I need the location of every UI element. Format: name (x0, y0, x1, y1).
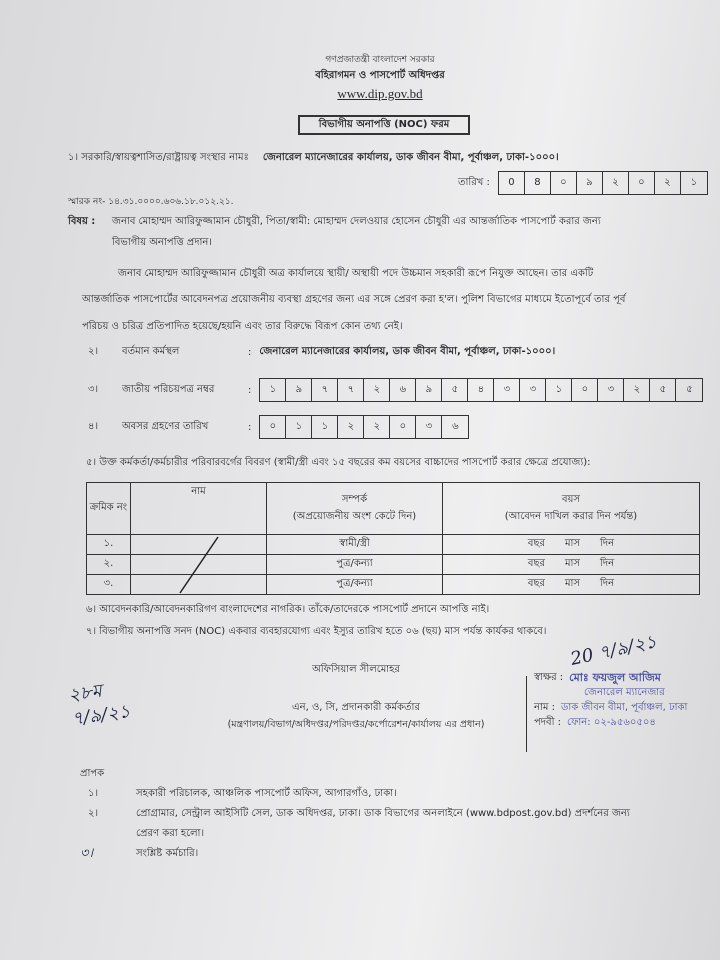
digit-box: ৩ (494, 379, 520, 401)
digit-box: ০ (260, 416, 286, 438)
handwritten-block (67, 676, 132, 732)
digit-box: ২ (364, 416, 390, 438)
digit-box: ০ (629, 172, 655, 194)
day: দিন (600, 558, 615, 569)
relation-title: সম্পর্ক (341, 493, 368, 505)
digit-box: ৫ (650, 379, 676, 401)
recipient-num: ২। (88, 808, 99, 819)
handwritten-date-right: 20 ৭/৯/২১ (568, 631, 659, 670)
recipient-1: সহকারী পরিচালক, আঞ্চলিক পাসপোর্ট অফিস, আগারগাঁও, ঢাকা। (136, 788, 397, 799)
signature-block (534, 670, 687, 730)
relation-sub: (অপ্রয়োজনীয় অংশ কেটে দিন) (292, 510, 417, 522)
header-name: নাম (131, 483, 267, 535)
digit-box: ০ (551, 172, 577, 194)
digit-box: ০ (390, 416, 416, 438)
digit-box: ২ (364, 379, 390, 401)
digit-box: 0 (499, 172, 525, 194)
day: দিন (600, 578, 615, 589)
month: মাস (564, 538, 581, 549)
designation-row (534, 715, 687, 730)
day: দিন (600, 538, 615, 549)
date-row (458, 171, 708, 195)
subject-line2: বিভাগীয় অনাপত্তি প্রদান। (112, 237, 212, 248)
item3-num: ৩। (88, 383, 99, 395)
workplace-value: জেনারেল ম্যানেজারের কার্যালয়, ডাক জীবন বীমা, পূর্বাঞ্চল, ঢাকা-১০০০। (259, 346, 556, 357)
item3-row (88, 378, 703, 402)
date-boxes (498, 171, 708, 195)
note7: ৭। বিভাগীয় অনাপত্তি সনদ (NOC) একবার ব্যবহারযোগ্য এবং ইস্যুর তারিখ হতে ০৬ (ছয়) মাস পর্যন্ত কার্যকর থাকবে। (86, 626, 547, 637)
officer-label: এন, ও, সি, প্রদানকারী কর্মকর্তার (292, 702, 420, 713)
digit-box: 8 (525, 172, 551, 194)
header-relation (267, 483, 443, 535)
name-row (534, 700, 687, 715)
header-age (443, 483, 700, 535)
relation: পুত্র/কন্যা (267, 575, 443, 595)
name-label: নাম : (534, 702, 555, 713)
age (443, 535, 700, 555)
relation: স্বামী/স্ত্রী (267, 535, 443, 555)
website-link[interactable]: www.dip.gov.bd (337, 86, 423, 101)
recipient-2-cont: প্রেরণ করা হলো। (136, 828, 205, 839)
recipient-row (80, 824, 630, 844)
divider (526, 676, 527, 752)
body-line3: পরিচয় ও চরিত্র প্রতিপাদিত হয়েছে/হয়নি এবং তার বিরুদ্ধে বিরূপ কোন তথ্য নেই। (82, 321, 403, 332)
digit-box: ২ (655, 172, 681, 194)
month: মাস (564, 558, 581, 569)
recipient-num: ১। (88, 788, 99, 799)
org-row (68, 150, 559, 167)
sign-row (534, 670, 687, 685)
digit-box: ২ (338, 416, 364, 438)
seal-label: অফিসিয়াল সীলমোহর (312, 664, 400, 675)
digit-box: ৪ (468, 379, 494, 401)
digit-box: ৯ (286, 379, 312, 401)
age-title: বয়স (561, 493, 581, 505)
strike-line (170, 535, 230, 595)
digit-box: ৫ (686, 384, 693, 395)
relation: পুত্র/কন্যা (267, 555, 443, 575)
item2-num: ২। (88, 346, 99, 357)
gov-name: গণপ্রজাতন্ত্রী বাংলাদেশ সরকার (325, 55, 435, 65)
recipient-3: সংশ্লিষ্ট কর্মচারি। (136, 848, 199, 859)
colon: : (248, 384, 252, 396)
item5-family: ৫। উক্ত কর্মকর্তা/কর্মচারীর পরিবারবর্গের বিবরণ (স্বামী/স্ত্রী এবং ১৫ বছরের কম বয়সের বাচ্চাদের পাসপোর্ট করার ক্ষেত্রে প্রযোজ্য): (86, 457, 591, 468)
item4-num: ৪। (88, 420, 99, 432)
note6: ৬। আবেদনকারি/আবেদনকারিগণ বাংলাদেশের নাগরিক। তাঁকে/তাদেরকে পাসপোর্ট প্রদানে আপত্তি নাই। (86, 604, 490, 615)
stamp-office: ডাক জীবন বীমা, পূর্বাঞ্চল, ঢাকা (560, 702, 688, 713)
digit-box: ৯ (416, 379, 442, 401)
item4-label: অবসর গ্রহণের তারিখ (122, 420, 209, 432)
recipient-num: ৩। (80, 846, 94, 861)
nid-boxes (259, 378, 703, 402)
digit-box: ০ (572, 379, 598, 401)
sign-label: স্বাক্ষর : (534, 672, 564, 683)
item4-row (88, 415, 469, 439)
stamp-title: জেনারেল ম্যানেজার (584, 687, 665, 698)
memo-number: স্মারক নং- ১৪.৩১.০০০০.৬০৬.১৮.০১২.২১. (68, 197, 234, 207)
digit-box: ৭ (312, 379, 338, 401)
colon: : (248, 347, 252, 358)
year: বছর (527, 578, 545, 589)
stamp-name: মোঃ ফয়জুল আজিম (569, 671, 661, 684)
serial: ৩. (87, 575, 131, 595)
dept-name: বহিরাগমন ও পাসপোর্ট অধিদপ্তর (315, 70, 445, 81)
date-label: তারিখ : (458, 176, 490, 188)
age-sub: (আবেদন দাখিল করার দিন পর্যন্ত) (504, 510, 638, 522)
item2-row (88, 344, 555, 361)
stamp-phone: ফোন: ০২-৯৫৬০৫০৪ (567, 717, 656, 728)
digit-box: ১ (286, 416, 312, 438)
digit-box: ১ (546, 379, 572, 401)
subject-line1: জনাব মোহাম্মদ আরিফুজ্জামান চৌধুরী, পিতা/স্বামী: মোহাম্মদ দেলওয়ার হোসেন চৌধুরী এর আন্তর্জাতিক পাসপোর্ট করার জন্য (112, 216, 601, 227)
item2-label: বর্তমান কর্মস্থল (122, 346, 180, 357)
recipient-row (80, 804, 630, 824)
designation-label: পদবী : (534, 717, 562, 728)
digit-box: ৩ (598, 379, 624, 401)
digit-box: ৯ (577, 172, 603, 194)
year: বছর (527, 538, 545, 549)
digit-box: ৭ (338, 379, 364, 401)
digit-box: ৬ (452, 421, 459, 432)
body-line2: আন্তর্জাতিক পাসপোর্টের আবেদনপত্র প্রয়োজনীয় ব্যবস্থা গ্রহণের জন্য এর সঙ্গে প্রেরণ করা হ'ল। পুলিশ বিভাগের মাধ্যমে ইতোপূর্বে তার পূর্ব (82, 294, 626, 305)
digit-box: ৫ (442, 379, 468, 401)
recipients-title: প্রাপক (80, 768, 105, 779)
header-serial: ক্রমিক নং (87, 483, 131, 535)
item3-label: জাতীয় পরিচয়পত্র নম্বর (122, 383, 215, 395)
recipient-2: প্রোগ্রামার, সেন্ট্রাল আইসিটি সেল, ডাক অধিদপ্তর, ঢাকা। ডাক বিভাগের অনলাইনে (www.bdpost.gov.bd) প্রদর্শনের জন্য (136, 808, 630, 819)
digit-box: ২ (603, 172, 629, 194)
recipient-row (80, 784, 630, 804)
digit-box: ৩ (520, 379, 546, 401)
age (443, 575, 700, 595)
recipient-row (80, 844, 630, 864)
month: মাস (564, 578, 581, 589)
body-line1: জনাব মোহাম্মদ আরিফুজ্জামান চৌধুরী অত্র কার্যালয়ে স্থায়ী/ অস্থায়ী পদে উচ্চমান সহকারী রূপে নিযুক্ত আছেন। তার একটি (118, 268, 594, 279)
year: বছর (527, 558, 545, 569)
digit-box: ১ (312, 416, 338, 438)
digit-box: ৬ (390, 379, 416, 401)
handwritten-date-left: ৭/৯/২১ (70, 700, 132, 730)
digit-box: ২ (624, 379, 650, 401)
digit-box: ৩ (416, 416, 442, 438)
digit-box: ১ (260, 379, 286, 401)
form-title: বিভাগীয় অনাপত্তি (NOC) ফরম (298, 115, 470, 135)
colon: : (248, 421, 252, 433)
age (443, 555, 700, 575)
retirement-date-boxes (259, 415, 469, 439)
serial: ১. (87, 535, 131, 555)
org-label: ১। সরকারি/স্বায়ত্বশাসিত/রাষ্ট্রায়ত্ব সংস্থার নামঃ (68, 152, 249, 163)
recipients (80, 764, 630, 864)
serial: ২. (87, 555, 131, 575)
subject-label: বিষয় : (68, 216, 96, 227)
digit-box: ১ (690, 177, 698, 188)
officer-sub: (মন্ত্রণালয়/বিভাগ/অধিদপ্তর/পরিদপ্তর/কর্পোরেশন/কার্যালয় এর প্রধান) (227, 719, 485, 730)
org-value: জেনারেল ম্যানেজারের কার্যালয়, ডাক জীবন বীমা, পূর্বাঞ্চল, ঢাকা-১০০০। (262, 152, 559, 163)
handwritten-initial: ২৮ম (67, 680, 104, 707)
